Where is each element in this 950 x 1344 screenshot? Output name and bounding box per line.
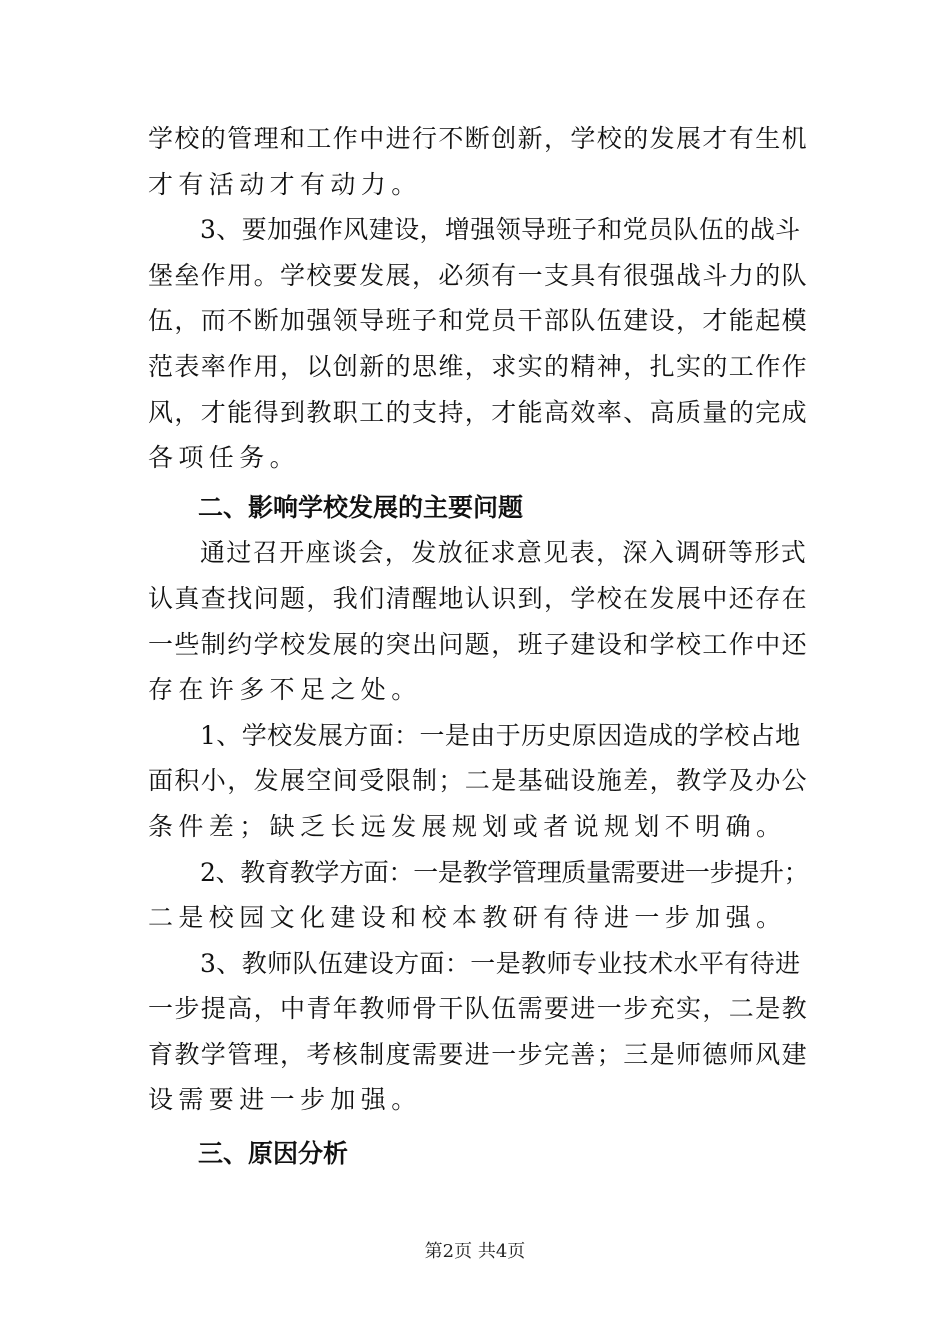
paragraph-line: 伍，而不断加强领导班子和党员干部队伍建设，才能起模	[148, 306, 809, 336]
paragraph-line: 1、学校发展方面：一是由于历史原因造成的学校占地	[200, 720, 801, 750]
paragraph-line: 存在许多不足之处。	[148, 675, 422, 705]
paragraph-line: 各项任务。	[148, 443, 301, 473]
paragraph-line: 设需要进一步加强。	[148, 1085, 422, 1115]
section-heading: 二、影响学校发展的主要问题	[198, 492, 524, 522]
paragraph-line: 才有活动才有动力。	[148, 169, 422, 199]
paragraph-line: 条件差；缺乏长远发展规划或者说规划不明确。	[148, 811, 787, 841]
paragraph-line: 堡垒作用。学校要发展，必须有一支具有很强战斗力的队	[148, 260, 809, 290]
paragraph-line: 通过召开座谈会，发放征求意见表，深入调研等形式	[200, 538, 808, 568]
paragraph-line: 认真查找问题，我们清醒地认识到，学校在发展中还存在	[148, 583, 809, 613]
paragraph-line: 一步提高，中青年教师骨干队伍需要进一步充实，二是教	[148, 994, 809, 1024]
paragraph-line: 2、教育教学方面：一是教学管理质量需要进一步提升；	[200, 857, 809, 887]
document-body	[148, 116, 808, 1177]
paragraph-line: 二是校园文化建设和校本教研有待进一步加强。	[148, 903, 787, 933]
paragraph-line: 面积小，发展空间受限制；二是基础设施差，教学及办公	[148, 766, 809, 796]
page-footer: 第2页 共4页	[424, 1241, 526, 1262]
paragraph-line: 学校的管理和工作中进行不断创新，学校的发展才有生机	[148, 124, 809, 153]
paragraph-line: 3、要加强作风建设，增强领导班子和党员队伍的战斗	[200, 215, 801, 245]
paragraph-line: 风，才能得到教职工的支持，才能高效率、高质量的完成	[148, 397, 809, 427]
paragraph-line: 一些制约学校发展的突出问题，班子建设和学校工作中还	[148, 629, 809, 659]
paragraph-line: 3、教师队伍建设方面：一是教师专业技术水平有待进	[200, 948, 801, 978]
section-heading: 三、原因分析	[198, 1139, 349, 1169]
paragraph-line: 范表率作用，以创新的思维，求实的精神，扎实的工作作	[148, 351, 809, 381]
paragraph-line: 育教学管理，考核制度需要进一步完善；三是师德师风建	[148, 1039, 809, 1069]
